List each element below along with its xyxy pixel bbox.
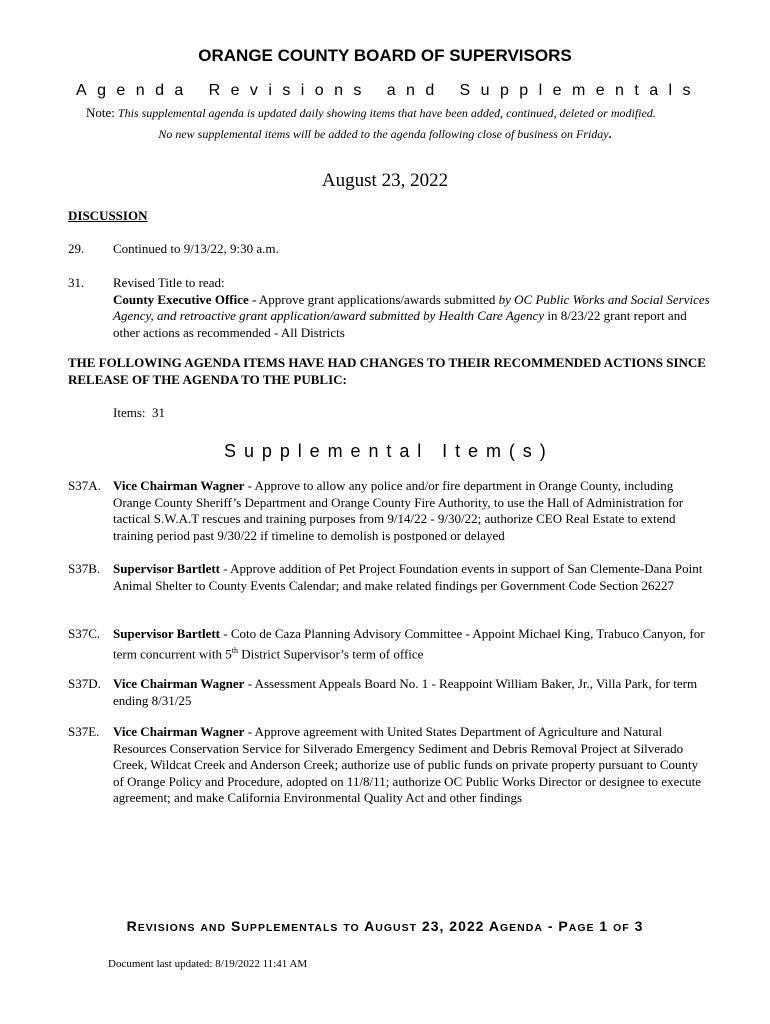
ordinal-suffix: th [231, 645, 238, 655]
footer-char: N [178, 922, 188, 934]
footer-char: G [383, 922, 393, 934]
heading-letter: p [279, 441, 290, 461]
heading-letter [372, 82, 376, 100]
footer-char: E [273, 922, 282, 934]
supplemental-text: - Coto de Caza Planning Advisory Committee - Appoint Michael King, Trabuco Canyon, for term concurrent with 5 [113, 626, 705, 661]
supplemental-number: S37C. [68, 626, 101, 641]
note-text-2: No new supplemental items will be added to the agenda following close of business on Friday [158, 127, 609, 141]
supplemental-text: - Assessment Appeals Board No. 1 - Reappoint William Baker, Jr., Villa Park, for term ending 8/31/25 [113, 676, 698, 708]
heading-letter: t [634, 82, 639, 99]
heading-letter: a [399, 441, 410, 461]
changes-heading: THE FOLLOWING AGENDA ITEMS HAVE HAD CHANGES TO THEIR RECOMMENDED ACTIONS SINCE RELEASE OF THE AGENDA TO THE PUBLIC: [68, 355, 706, 387]
heading-letter: I [442, 441, 448, 461]
footer-char: P [257, 922, 266, 934]
page-footer [0, 918, 770, 934]
footer-char: E [291, 922, 300, 934]
footer-char: A [488, 918, 500, 934]
footer-char: T [307, 922, 315, 934]
heading-letter: ) [539, 441, 546, 461]
footer-char: O [613, 922, 623, 934]
item-number: 31. [68, 275, 85, 290]
heading-letter: s [682, 82, 691, 99]
footer-char: U [241, 922, 250, 934]
item-31-text [113, 275, 713, 341]
footer-char: E [509, 922, 518, 934]
footer-char: O [350, 922, 360, 934]
footer-char: 1 [599, 918, 609, 934]
footer-char: N [208, 922, 218, 934]
items-label: Items: [113, 405, 146, 420]
discussion-heading: DISCUSSION [68, 208, 148, 223]
heading-letter: e [116, 82, 126, 99]
footer-char: A [200, 922, 209, 934]
heading-letter: u [480, 82, 490, 99]
heading-letter: o [314, 82, 324, 99]
footer-char: N [299, 922, 308, 934]
heading-letter: A [76, 82, 87, 99]
heading-letter: l [417, 441, 422, 461]
footer-char: N [517, 922, 526, 934]
heading-letter: e [350, 441, 361, 461]
heading-letter: ( [508, 441, 515, 461]
footer-char: M [281, 922, 292, 934]
note-line-2 [0, 127, 770, 142]
supplemental-sponsor: Vice Chairman Wagner [113, 478, 245, 493]
heading-letter: u [243, 441, 254, 461]
footer-char: A [568, 922, 578, 934]
heading-letter: n [334, 82, 343, 99]
footer-char: U [392, 922, 402, 934]
note-line-1 [86, 105, 656, 121]
heading-letter: e [468, 441, 479, 461]
footer-char: S [401, 922, 410, 934]
heading-letter: n [615, 82, 624, 99]
footer-char: T [409, 922, 418, 934]
footer-char: 3 [430, 918, 440, 934]
footer-char: 0 [458, 918, 467, 934]
heading-letter: d [425, 82, 435, 99]
heading-letter: s [282, 82, 291, 99]
heading-letter: i [300, 82, 305, 99]
supplemental-number: S37E. [68, 724, 100, 739]
note-label: Note: [86, 105, 115, 120]
heading-letter: e [552, 82, 562, 99]
supplemental-text: - Approve addition of Pet Project Foundation events in support of San Clemente-Dana Point Animal Shelter to County Events Calendar; and make related findings per Government Code Section 26227 [113, 561, 703, 593]
footer-char: L [265, 922, 274, 934]
footer-char: - [547, 918, 554, 934]
supplemental-number: S37A. [68, 478, 101, 493]
items-value: 31 [152, 405, 165, 420]
supplemental-text-end: District Supervisor’s term of office [238, 645, 424, 661]
footer-char: R [126, 918, 138, 934]
heading-letter: m [571, 82, 586, 99]
heading-letter: l [297, 441, 302, 461]
title-text-b: in 8/23/22 grant report and other actions as recommended - All Districts [113, 308, 687, 340]
heading-letter: p [261, 441, 272, 461]
heading-letter: a [174, 82, 184, 99]
footer-char: T [343, 922, 351, 934]
supplemental-text: - Approve agreement with United States Department of Agriculture and Natural Resources Conservation Service for Silverado Emergency Sediment and Debris Removal Project at Silverado Creek, Wildcat Creek and Anderson Creek; authorize use of public funds on private property pursuant to County of Orange Policy and Procedure, adopted on 11/8/11; authorize OC Public Works Director or designee to execute agreement; and make California Environmental Quality Act and other findings [113, 724, 702, 805]
footer-char: S [330, 922, 339, 934]
heading-letter: n [368, 441, 379, 461]
supplemental-sponsor: Supervisor Bartlett [113, 561, 220, 576]
footer-char: 3 [634, 918, 644, 934]
heading-letter: p [499, 82, 509, 99]
footer-char: I [153, 922, 158, 934]
page-subtitle [76, 82, 691, 100]
supplemental-item [113, 626, 709, 662]
heading-letter: a [386, 82, 396, 99]
revised-title-body [113, 292, 713, 342]
note-text-1: This supplemental agenda is updated daily showing items that have been added, continued, deleted or modified. [117, 106, 656, 120]
footer-char: P [249, 922, 258, 934]
heading-letter: s [353, 82, 362, 99]
footer-char: S [230, 918, 242, 934]
supplemental-item [113, 724, 709, 807]
heading-letter: e [595, 82, 605, 99]
footer-char: 2 [466, 918, 476, 934]
heading-letter: m [327, 441, 343, 461]
heading-letter: l [668, 82, 673, 99]
heading-letter: m [485, 441, 501, 461]
department-name: County Executive Office - [113, 291, 257, 307]
footer-char: 2 [475, 918, 485, 934]
heading-letter: i [268, 82, 272, 99]
footer-char: A [364, 918, 376, 934]
footer-char: I [165, 922, 170, 934]
heading-letter: e [230, 82, 240, 99]
footer-char: O [169, 922, 179, 934]
footer-char: L [322, 922, 331, 934]
item-text: Continued to 9/13/22, 9:30 a.m. [113, 241, 279, 256]
heading-letter: S [224, 441, 237, 461]
heading-letter: g [97, 82, 106, 99]
footer-char: D [217, 922, 227, 934]
heading-letter [445, 82, 449, 100]
page-title: ORANGE COUNTY BOARD OF SUPERVISORS [198, 46, 572, 65]
heading-letter: d [155, 82, 164, 99]
heading-letter: l [538, 82, 543, 99]
heading-letter: p [519, 82, 529, 99]
footer-char: D [525, 922, 535, 934]
supplemental-item [113, 561, 709, 594]
footer-char: E [586, 922, 595, 934]
supplemental-sponsor: Vice Chairman Wagner [113, 676, 245, 691]
supplemental-text: - Approve to allow any police and/or fire department in Orange County, including Orange County Sheriff’s Department and Orange County Fire Authority, to use the Hall of Administration for tactical S.W.A.T rescues and training purposes from 9/14/22 - 9/30/22; authorize CEO Real Estate to extend training period past 9/30/22 if timeline to demolish is postponed or delayed [113, 478, 684, 543]
heading-letter: a [649, 82, 659, 99]
heading-letter: R [208, 82, 221, 99]
heading-letter: n [135, 82, 145, 99]
footer-char: S [187, 922, 196, 934]
footer-char: E [137, 922, 146, 934]
footer-char: P [558, 918, 569, 934]
heading-letter: e [309, 441, 320, 461]
footer-char: G [577, 922, 587, 934]
heading-letter: s [522, 441, 532, 461]
heading-letter: t [455, 441, 461, 461]
supplemental-item [113, 676, 709, 709]
heading-letter [429, 441, 434, 463]
footer-char: F [622, 922, 630, 934]
heading-letter [194, 82, 198, 100]
heading-letter: n [406, 82, 415, 99]
footer-char: A [314, 922, 323, 934]
revised-title-label: Revised Title to read: [113, 275, 225, 290]
note-period: . [608, 127, 612, 141]
heading-letter: v [249, 82, 258, 99]
supplemental-heading [224, 441, 546, 463]
footer-char: , [439, 918, 445, 934]
footer-char: U [375, 922, 384, 934]
heading-letter: t [386, 441, 392, 461]
changed-items [113, 405, 713, 422]
footer-char: A [534, 922, 543, 934]
footer-char: 2 [449, 918, 459, 934]
heading-letter: S [459, 82, 471, 99]
title-italic: by OC Public Works and Social Services Agency, and retroactive grant application/award submitted by Health Care Agency [113, 291, 710, 323]
footer-char: G [499, 922, 510, 934]
supplemental-number: S37B. [68, 561, 101, 576]
supplemental-sponsor: Vice Chairman Wagner [113, 724, 245, 739]
item-number: 29. [68, 241, 85, 256]
supplemental-number: S37D. [68, 676, 101, 691]
footer-char: S [157, 922, 166, 934]
agenda-date: August 23, 2022 [321, 170, 449, 191]
supplemental-sponsor: Supervisor Bartlett [113, 626, 220, 641]
title-text-a: Approve grant applications/awards submitted [256, 291, 499, 307]
footer-char: 2 [421, 918, 431, 934]
supplemental-item [113, 478, 709, 544]
footer-char: V [145, 922, 154, 934]
last-updated: Document last updated: 8/19/2022 11:41 AM [108, 958, 308, 970]
